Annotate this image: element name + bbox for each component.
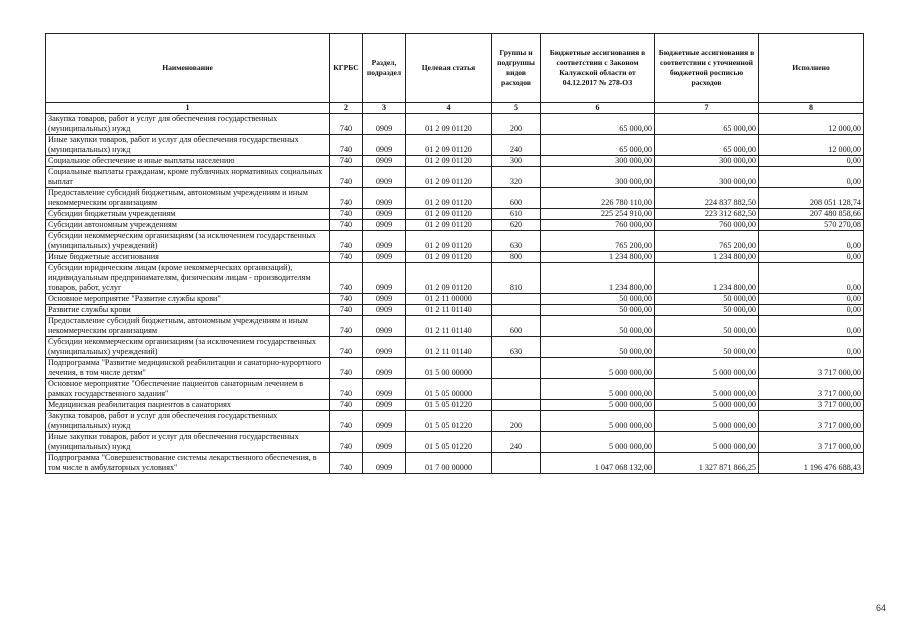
table-row xyxy=(46,316,864,337)
cell-law: 225 254 910,00 xyxy=(541,209,655,220)
cell-kgrbs: 740 xyxy=(330,167,363,188)
cell-updated: 223 312 682,50 xyxy=(655,209,759,220)
cell-kgrbs: 740 xyxy=(330,358,363,379)
cell-group: 620 xyxy=(492,220,541,231)
cell-updated: 5 000 000,00 xyxy=(655,358,759,379)
cell-updated: 5 000 000,00 xyxy=(655,379,759,400)
cell-updated: 50 000,00 xyxy=(655,305,759,316)
cell-law: 50 000,00 xyxy=(541,316,655,337)
cell-section: 0909 xyxy=(363,316,406,337)
cell-law: 50 000,00 xyxy=(541,305,655,316)
cell-law: 5 000 000,00 xyxy=(541,400,655,411)
cell-section: 0909 xyxy=(363,263,406,294)
cell-group: 630 xyxy=(492,337,541,358)
cell-law: 300 000,00 xyxy=(541,156,655,167)
cell-executed: 3 717 000,00 xyxy=(759,432,864,453)
cell-executed: 0,00 xyxy=(759,252,864,263)
cell-article: 01 2 11 00000 xyxy=(406,294,492,305)
cell-name: Социальное обеспечение и иные выплаты населению xyxy=(46,156,330,167)
cell-law: 65 000,00 xyxy=(541,114,655,135)
cell-executed: 0,00 xyxy=(759,305,864,316)
cell-group: 600 xyxy=(492,188,541,209)
column-number: 6 xyxy=(541,103,655,114)
cell-updated: 1 327 871 866,25 xyxy=(655,453,759,474)
cell-article: 01 2 09 01120 xyxy=(406,231,492,252)
cell-group xyxy=(492,294,541,305)
cell-law: 300 000,00 xyxy=(541,167,655,188)
cell-section: 0909 xyxy=(363,358,406,379)
cell-group: 200 xyxy=(492,114,541,135)
cell-name: Основное мероприятие "Развитие службы крови" xyxy=(46,294,330,305)
cell-article: 01 2 09 01120 xyxy=(406,209,492,220)
cell-group: 300 xyxy=(492,156,541,167)
cell-kgrbs: 740 xyxy=(330,453,363,474)
cell-name: Закупка товаров, работ и услуг для обеспечения государственных (муниципальных) нужд xyxy=(46,114,330,135)
cell-executed: 207 480 858,66 xyxy=(759,209,864,220)
cell-executed: 1 196 476 688,43 xyxy=(759,453,864,474)
table-row xyxy=(46,305,864,316)
cell-article: 01 5 05 01220 xyxy=(406,432,492,453)
cell-updated: 5 000 000,00 xyxy=(655,400,759,411)
column-number: 2 xyxy=(330,103,363,114)
cell-group: 800 xyxy=(492,252,541,263)
cell-name: Иные закупки товаров, работ и услуг для обеспечения государственных (муниципальных) нужд xyxy=(46,432,330,453)
cell-name: Основное мероприятие "Обеспечение пациентов санаторным лечением в рамках государственного задания" xyxy=(46,379,330,400)
column-number: 1 xyxy=(46,103,330,114)
cell-updated: 1 234 800,00 xyxy=(655,263,759,294)
cell-updated: 1 234 800,00 xyxy=(655,252,759,263)
cell-name: Подпрограмма "Развитие медицинской реабилитации и санаторно-курортного лечения, в том числе детям" xyxy=(46,358,330,379)
cell-kgrbs: 740 xyxy=(330,379,363,400)
cell-kgrbs: 740 xyxy=(330,316,363,337)
cell-updated: 765 200,00 xyxy=(655,231,759,252)
cell-executed: 12 000,00 xyxy=(759,135,864,156)
cell-section: 0909 xyxy=(363,294,406,305)
cell-executed: 3 717 000,00 xyxy=(759,358,864,379)
cell-name: Предоставление субсидий бюджетным, автономным учреждениям и иным некоммерческим организациям xyxy=(46,316,330,337)
cell-group xyxy=(492,379,541,400)
cell-name: Субсидии юридическим лицам (кроме некоммерческих организаций), индивидуальным предпринимателям, физическим лицам - производителям товаров, работ, услуг xyxy=(46,263,330,294)
header-section: Раздел, подраздел xyxy=(363,34,406,103)
cell-kgrbs: 740 xyxy=(330,400,363,411)
cell-article: 01 2 09 01120 xyxy=(406,167,492,188)
cell-kgrbs: 740 xyxy=(330,156,363,167)
cell-section: 0909 xyxy=(363,379,406,400)
cell-kgrbs: 740 xyxy=(330,411,363,432)
table-row xyxy=(46,400,864,411)
cell-updated: 65 000,00 xyxy=(655,114,759,135)
cell-group: 630 xyxy=(492,231,541,252)
cell-updated: 760 000,00 xyxy=(655,220,759,231)
cell-law: 1 234 800,00 xyxy=(541,263,655,294)
cell-executed: 0,00 xyxy=(759,156,864,167)
cell-law: 765 200,00 xyxy=(541,231,655,252)
table-row xyxy=(46,294,864,305)
cell-section: 0909 xyxy=(363,432,406,453)
cell-kgrbs: 740 xyxy=(330,220,363,231)
cell-executed: 0,00 xyxy=(759,337,864,358)
table-row xyxy=(46,453,864,474)
table-row xyxy=(46,220,864,231)
cell-name: Субсидии некоммерческим организациям (за исключением государственных (муниципальных) учреждений) xyxy=(46,231,330,252)
table-row xyxy=(46,252,864,263)
cell-kgrbs: 740 xyxy=(330,209,363,220)
table-row xyxy=(46,114,864,135)
cell-name: Субсидии бюджетным учреждениям xyxy=(46,209,330,220)
cell-law: 5 000 000,00 xyxy=(541,411,655,432)
column-number: 7 xyxy=(655,103,759,114)
cell-section: 0909 xyxy=(363,167,406,188)
cell-law: 5 000 000,00 xyxy=(541,358,655,379)
header-law: Бюджетные ассигнования в соответствии с Законом Калужской области от 04.12.2017 № 278-ОЗ xyxy=(541,34,655,103)
budget-table xyxy=(45,33,864,474)
table-row xyxy=(46,231,864,252)
header-executed: Исполнено xyxy=(759,34,864,103)
header-name: Наименование xyxy=(46,34,330,103)
cell-section: 0909 xyxy=(363,411,406,432)
table-row xyxy=(46,135,864,156)
cell-section: 0909 xyxy=(363,453,406,474)
cell-name: Социальные выплаты гражданам, кроме публичных нормативных социальных выплат xyxy=(46,167,330,188)
cell-group xyxy=(492,400,541,411)
cell-section: 0909 xyxy=(363,114,406,135)
cell-article: 01 2 09 01120 xyxy=(406,220,492,231)
column-number: 3 xyxy=(363,103,406,114)
cell-kgrbs: 740 xyxy=(330,263,363,294)
cell-executed: 3 717 000,00 xyxy=(759,411,864,432)
table-row xyxy=(46,411,864,432)
cell-section: 0909 xyxy=(363,209,406,220)
column-number: 5 xyxy=(492,103,541,114)
column-number-row xyxy=(46,103,864,114)
cell-executed: 208 051 128,74 xyxy=(759,188,864,209)
cell-law: 50 000,00 xyxy=(541,337,655,358)
table-row xyxy=(46,209,864,220)
cell-executed: 3 717 000,00 xyxy=(759,400,864,411)
cell-law: 5 000 000,00 xyxy=(541,379,655,400)
cell-group: 810 xyxy=(492,263,541,294)
cell-updated: 224 837 882,50 xyxy=(655,188,759,209)
table-row xyxy=(46,379,864,400)
cell-updated: 50 000,00 xyxy=(655,337,759,358)
cell-article: 01 2 09 01120 xyxy=(406,263,492,294)
cell-name: Субсидии автономным учреждениям xyxy=(46,220,330,231)
cell-name: Подпрограмма "Совершенствование системы лекарственного обеспечения, в том числе в амбулаторных условиях" xyxy=(46,453,330,474)
cell-article: 01 2 11 01140 xyxy=(406,316,492,337)
cell-article: 01 2 09 01120 xyxy=(406,188,492,209)
cell-law: 65 000,00 xyxy=(541,135,655,156)
cell-article: 01 7 00 00000 xyxy=(406,453,492,474)
cell-section: 0909 xyxy=(363,188,406,209)
cell-kgrbs: 740 xyxy=(330,188,363,209)
cell-updated: 65 000,00 xyxy=(655,135,759,156)
header-row xyxy=(46,34,864,103)
cell-article: 01 2 11 01140 xyxy=(406,305,492,316)
cell-article: 01 5 00 00000 xyxy=(406,358,492,379)
cell-group: 240 xyxy=(492,135,541,156)
cell-section: 0909 xyxy=(363,220,406,231)
header-article: Целевая статья xyxy=(406,34,492,103)
cell-executed: 570 270,08 xyxy=(759,220,864,231)
table-row xyxy=(46,337,864,358)
cell-name: Субсидии некоммерческим организациям (за исключением государственных (муниципальных) учреждений) xyxy=(46,337,330,358)
cell-name: Медицинская реабилитация пациентов в санаториях xyxy=(46,400,330,411)
column-number: 4 xyxy=(406,103,492,114)
cell-kgrbs: 740 xyxy=(330,337,363,358)
cell-group: 200 xyxy=(492,411,541,432)
cell-name: Предоставление субсидий бюджетным, автономным учреждениям и иным некоммерческим организациям xyxy=(46,188,330,209)
cell-article: 01 5 05 01220 xyxy=(406,411,492,432)
cell-updated: 5 000 000,00 xyxy=(655,411,759,432)
table-row xyxy=(46,432,864,453)
table-row xyxy=(46,156,864,167)
cell-law: 760 000,00 xyxy=(541,220,655,231)
cell-section: 0909 xyxy=(363,337,406,358)
cell-group xyxy=(492,358,541,379)
cell-updated: 50 000,00 xyxy=(655,294,759,305)
cell-section: 0909 xyxy=(363,135,406,156)
cell-kgrbs: 740 xyxy=(330,252,363,263)
table-row xyxy=(46,358,864,379)
cell-article: 01 2 09 01120 xyxy=(406,156,492,167)
cell-updated: 50 000,00 xyxy=(655,316,759,337)
cell-section: 0909 xyxy=(363,156,406,167)
cell-kgrbs: 740 xyxy=(330,305,363,316)
cell-executed: 3 717 000,00 xyxy=(759,379,864,400)
column-number: 8 xyxy=(759,103,864,114)
table-body xyxy=(46,114,864,474)
cell-article: 01 5 05 00000 xyxy=(406,379,492,400)
cell-kgrbs: 740 xyxy=(330,294,363,305)
cell-article: 01 2 11 01140 xyxy=(406,337,492,358)
cell-article: 01 2 09 01120 xyxy=(406,135,492,156)
cell-executed: 0,00 xyxy=(759,263,864,294)
cell-section: 0909 xyxy=(363,231,406,252)
cell-section: 0909 xyxy=(363,305,406,316)
cell-group: 610 xyxy=(492,209,541,220)
table-row xyxy=(46,167,864,188)
cell-law: 1 047 068 132,00 xyxy=(541,453,655,474)
cell-section: 0909 xyxy=(363,400,406,411)
cell-executed: 0,00 xyxy=(759,294,864,305)
cell-law: 50 000,00 xyxy=(541,294,655,305)
cell-group: 240 xyxy=(492,432,541,453)
cell-section: 0909 xyxy=(363,252,406,263)
cell-article: 01 2 09 01120 xyxy=(406,114,492,135)
cell-updated: 300 000,00 xyxy=(655,156,759,167)
cell-article: 01 5 05 01220 xyxy=(406,400,492,411)
cell-name: Иные бюджетные ассигнования xyxy=(46,252,330,263)
cell-law: 5 000 000,00 xyxy=(541,432,655,453)
cell-name: Иные закупки товаров, работ и услуг для обеспечения государственных (муниципальных) нужд xyxy=(46,135,330,156)
cell-updated: 300 000,00 xyxy=(655,167,759,188)
cell-name: Закупка товаров, работ и услуг для обеспечения государственных (муниципальных) нужд xyxy=(46,411,330,432)
cell-executed: 0,00 xyxy=(759,316,864,337)
cell-law: 1 234 800,00 xyxy=(541,252,655,263)
cell-group xyxy=(492,453,541,474)
header-group: Группы и подгруппы видов расходов xyxy=(492,34,541,103)
header-kgrbs: КГРБС xyxy=(330,34,363,103)
cell-article: 01 2 09 01120 xyxy=(406,252,492,263)
cell-kgrbs: 740 xyxy=(330,114,363,135)
cell-group xyxy=(492,305,541,316)
cell-executed: 12 000,00 xyxy=(759,114,864,135)
header-updated: Бюджетные ассигнования в соответствии с уточненной бюджетной росписью расходов xyxy=(655,34,759,103)
cell-kgrbs: 740 xyxy=(330,135,363,156)
cell-group: 600 xyxy=(492,316,541,337)
cell-updated: 5 000 000,00 xyxy=(655,432,759,453)
cell-kgrbs: 740 xyxy=(330,231,363,252)
table-row xyxy=(46,263,864,294)
cell-executed: 0,00 xyxy=(759,167,864,188)
cell-law: 226 780 110,00 xyxy=(541,188,655,209)
page-number: 64 xyxy=(876,603,887,613)
table-row xyxy=(46,188,864,209)
cell-group: 320 xyxy=(492,167,541,188)
cell-kgrbs: 740 xyxy=(330,432,363,453)
cell-executed: 0,00 xyxy=(759,231,864,252)
cell-name: Развитие службы крови xyxy=(46,305,330,316)
